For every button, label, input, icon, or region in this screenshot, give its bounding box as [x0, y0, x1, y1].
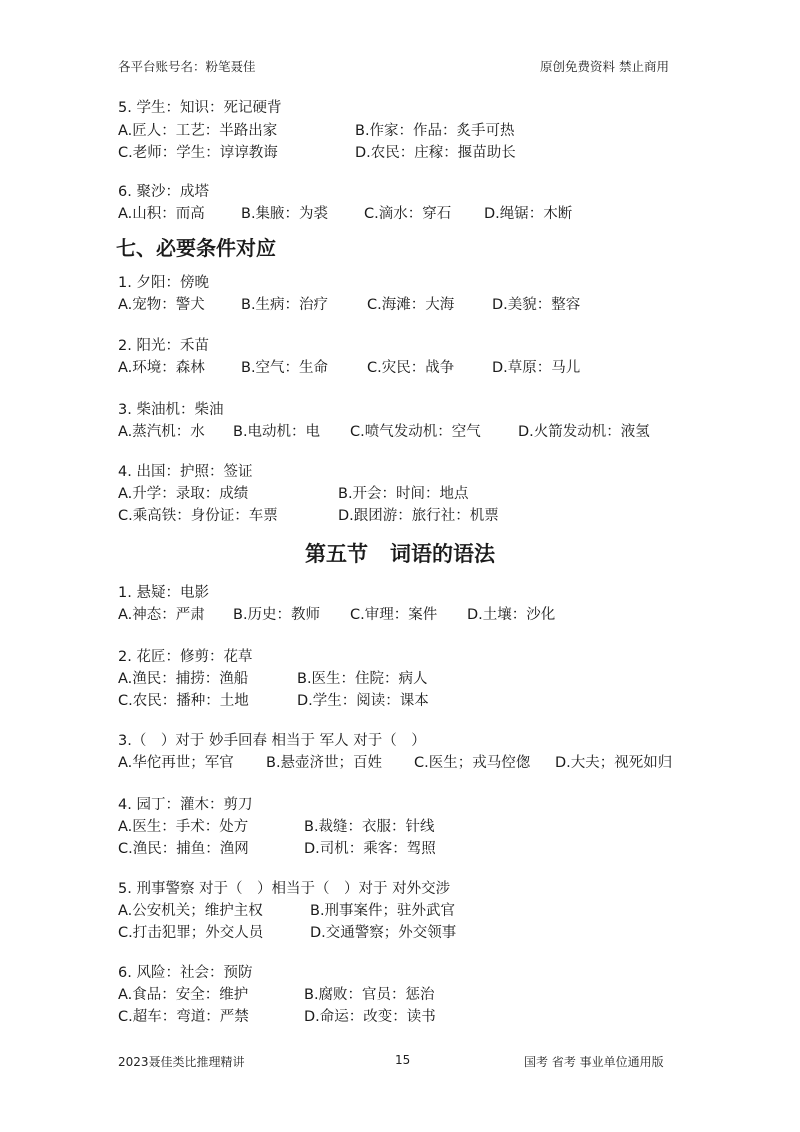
- option-a: A.山积：而高: [118, 206, 205, 222]
- footer-edition: 国考 省考 事业单位通用版: [524, 1055, 664, 1069]
- option-d: D.火箭发动机：液氢: [518, 424, 650, 440]
- question-stem: 1. 悬疑：电影: [118, 585, 209, 601]
- option-d: D.土壤：沙化: [467, 607, 556, 623]
- header-notice: 原创免费资料 禁止商用: [540, 59, 669, 74]
- section-number: 第五节: [305, 542, 368, 566]
- option-d: D.司机：乘客：驾照: [304, 841, 436, 857]
- option-d: D.美貌：整容: [492, 297, 581, 313]
- option-a: A.环境：森林: [118, 360, 205, 376]
- footer-title: 2023聂佳类比推理精讲: [118, 1055, 245, 1069]
- section-title: [305, 541, 495, 567]
- question-stem: 1. 夕阳：傍晚: [118, 275, 209, 291]
- option-c: C.打击犯罪；外交人员: [118, 925, 264, 941]
- option-c: C.老师：学生：谆谆教诲: [118, 145, 278, 161]
- option-d: D.跟团游：旅行社：机票: [338, 508, 499, 524]
- option-b: B.开会：时间：地点: [338, 486, 469, 502]
- section-name: 词语的语法: [390, 542, 495, 566]
- question-stem: 6. 聚沙：成塔: [118, 184, 209, 200]
- option-a: A.匠人：工艺：半路出家: [118, 123, 278, 139]
- option-a: A.华佗再世；军官: [118, 755, 234, 771]
- option-d: D.命运：改变：读书: [304, 1009, 436, 1025]
- option-b: B.裁缝：衣服：针线: [304, 819, 435, 835]
- option-a: A.宠物：警犬: [118, 297, 205, 313]
- question-stem: 6. 风险：社会：预防: [118, 965, 253, 981]
- option-b: B.生病：治疗: [241, 297, 329, 313]
- option-d: D.交通警察；外交领事: [310, 925, 457, 941]
- option-d: D.学生：阅读：课本: [297, 693, 429, 709]
- option-b: B.刑事案件；驻外武官: [310, 903, 456, 919]
- option-d: D.大夫；视死如归: [555, 755, 673, 771]
- option-a: A.食品：安全：维护: [118, 987, 249, 1003]
- option-a: A.蒸汽机：水: [118, 424, 205, 440]
- option-b: B.腐败：官员：惩治: [304, 987, 435, 1003]
- question-stem: 4. 出国：护照：签证: [118, 464, 253, 480]
- option-b: B.医生：住院：病人: [297, 671, 428, 687]
- question-stem: 2. 阳光：禾苗: [118, 338, 209, 354]
- option-d: D.草原：马儿: [492, 360, 581, 376]
- option-d: D.绳锯：木断: [484, 206, 573, 222]
- option-a: A.公安机关；维护主权: [118, 903, 263, 919]
- option-a: A.升学：录取：成绩: [118, 486, 249, 502]
- option-c: C.喷气发动机：空气: [350, 424, 481, 440]
- option-c: C.医生；戎马倥偬: [414, 755, 531, 771]
- option-a: A.神态：严肃: [118, 607, 205, 623]
- question-stem: 3.（ ）对于 妙手回春 相当于 军人 对于（ ）: [118, 733, 426, 749]
- option-a: A.渔民：捕捞：渔船: [118, 671, 249, 687]
- question-stem: 4. 园丁：灌木：剪刀: [118, 797, 253, 813]
- header-account: 各平台账号名：粉笔聂佳: [118, 59, 256, 74]
- option-c: C.滴水：穿石: [364, 206, 452, 222]
- option-c: C.乘高铁：身份证：车票: [118, 508, 278, 524]
- option-b: B.悬壶济世；百姓: [266, 755, 383, 771]
- option-c: C.农民：播种：土地: [118, 693, 249, 709]
- option-c: C.审理：案件: [350, 607, 438, 623]
- question-stem: 3. 柴油机：柴油: [118, 402, 224, 418]
- question-stem: 5. 学生：知识：死记硬背: [118, 100, 282, 116]
- option-a: A.医生：手术：处方: [118, 819, 249, 835]
- option-d: D.农民：庄稼：揠苗助长: [355, 145, 516, 161]
- option-c: C.渔民：捕鱼：渔网: [118, 841, 249, 857]
- option-b: B.历史：教师: [233, 607, 321, 623]
- option-c: C.灾民：战争: [367, 360, 455, 376]
- option-b: B.集腋：为裘: [241, 206, 329, 222]
- option-b: B.电动机：电: [233, 424, 321, 440]
- option-c: C.海滩：大海: [367, 297, 455, 313]
- question-stem: 2. 花匠：修剪：花草: [118, 649, 253, 665]
- option-b: B.作家：作品：炙手可热: [355, 123, 515, 139]
- option-b: B.空气：生命: [241, 360, 329, 376]
- question-stem: 5. 刑事警察 对于（ ）相当于（ ）对于 对外交涉: [118, 881, 451, 897]
- section-heading: 七、必要条件对应: [116, 236, 276, 260]
- page-number: 15: [395, 1053, 411, 1067]
- option-c: C.超车：弯道：严禁: [118, 1009, 249, 1025]
